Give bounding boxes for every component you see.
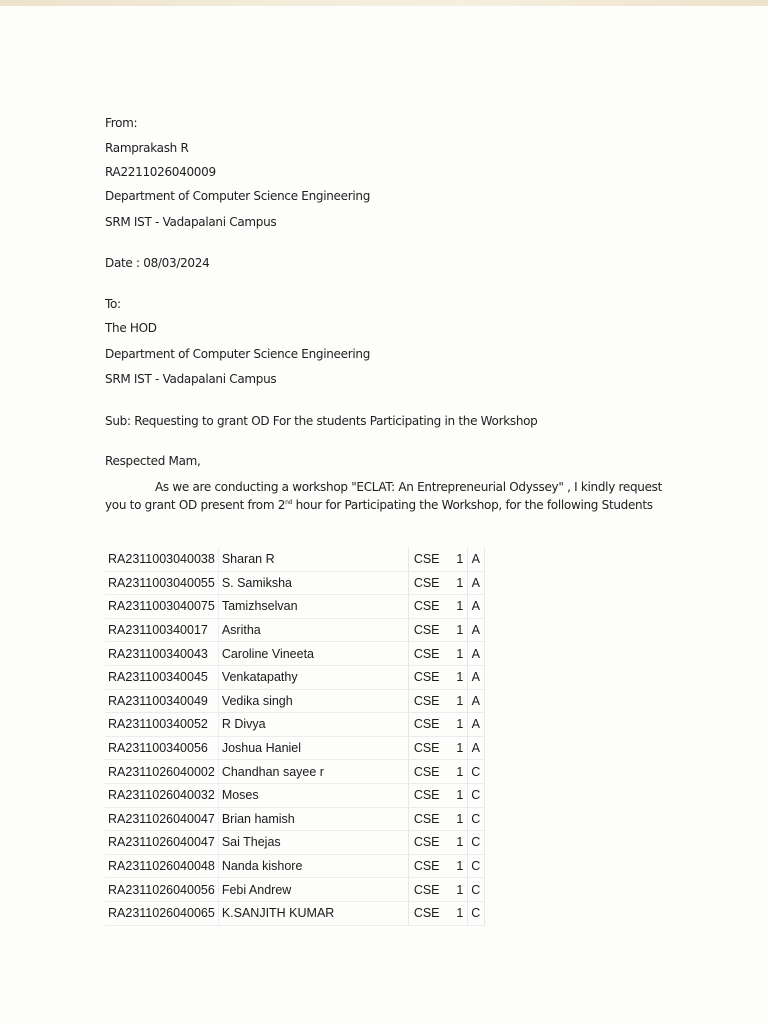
- students-table-body: [105, 548, 484, 925]
- student-dept: CSE: [408, 760, 453, 784]
- from-label: From:: [105, 116, 138, 130]
- student-year: 1: [453, 783, 468, 807]
- student-dept: CSE: [408, 736, 453, 760]
- student-year: 1: [453, 548, 468, 571]
- table-row: [105, 665, 484, 689]
- student-name: Tamizhselvan: [218, 595, 408, 619]
- student-section: A: [467, 548, 484, 571]
- student-reg-number: RA231100340052: [105, 713, 218, 737]
- student-year: 1: [453, 689, 468, 713]
- body-line-2: [105, 495, 665, 513]
- student-section: C: [467, 760, 484, 784]
- student-dept: CSE: [408, 618, 453, 642]
- letter-date: Date : 08/03/2024: [105, 256, 210, 270]
- student-reg-number: RA2311026040002: [105, 760, 218, 784]
- student-reg-number: RA2311026040047: [105, 807, 218, 831]
- student-reg-number: RA2311003040075: [105, 595, 218, 619]
- student-year: 1: [453, 807, 468, 831]
- student-dept: CSE: [408, 831, 453, 855]
- subject-line: Sub: Requesting to grant OD For the students Participating in the Workshop: [105, 414, 538, 428]
- student-reg-number: RA2311003040038: [105, 548, 218, 571]
- student-name: R Divya: [218, 713, 408, 737]
- student-section: A: [467, 571, 484, 595]
- student-year: 1: [453, 736, 468, 760]
- student-year: 1: [453, 665, 468, 689]
- body-line-2-start: you to grant OD present from 2: [105, 498, 286, 512]
- student-reg-number: RA2311026040032: [105, 783, 218, 807]
- student-reg-number: RA231100340045: [105, 665, 218, 689]
- table-row: [105, 618, 484, 642]
- student-dept: CSE: [408, 713, 453, 737]
- student-reg-number: RA2311003040055: [105, 571, 218, 595]
- student-section: A: [467, 642, 484, 666]
- table-row: [105, 854, 484, 878]
- student-section: C: [467, 854, 484, 878]
- student-reg-number: RA231100340017: [105, 618, 218, 642]
- students-table: [105, 548, 485, 926]
- student-reg-number: RA2311026040047: [105, 831, 218, 855]
- table-row: [105, 736, 484, 760]
- student-section: A: [467, 618, 484, 642]
- student-name: Moses: [218, 783, 408, 807]
- student-year: 1: [453, 618, 468, 642]
- student-name: Joshua Haniel: [218, 736, 408, 760]
- student-year: 1: [453, 854, 468, 878]
- student-dept: CSE: [408, 854, 453, 878]
- student-dept: CSE: [408, 689, 453, 713]
- student-dept: CSE: [408, 642, 453, 666]
- student-dept: CSE: [408, 595, 453, 619]
- student-reg-number: RA231100340049: [105, 689, 218, 713]
- student-name: Nanda kishore: [218, 854, 408, 878]
- student-year: 1: [453, 571, 468, 595]
- recipient-campus: SRM IST - Vadapalani Campus: [105, 372, 277, 386]
- student-reg-number: RA231100340043: [105, 642, 218, 666]
- student-section: C: [467, 901, 484, 925]
- student-dept: CSE: [408, 548, 453, 571]
- student-reg-number: RA2311026040065: [105, 901, 218, 925]
- table-row: [105, 760, 484, 784]
- student-name: S. Samiksha: [218, 571, 408, 595]
- student-section: A: [467, 689, 484, 713]
- salutation: Respected Mam,: [105, 454, 201, 468]
- table-row: [105, 878, 484, 902]
- student-name: Caroline Vineeta: [218, 642, 408, 666]
- student-name: Sharan R: [218, 548, 408, 571]
- sender-campus: SRM IST - Vadapalani Campus: [105, 215, 277, 229]
- table-row: [105, 689, 484, 713]
- student-year: 1: [453, 901, 468, 925]
- student-section: A: [467, 665, 484, 689]
- student-reg-number: RA231100340056: [105, 736, 218, 760]
- student-section: A: [467, 713, 484, 737]
- letter-body: [105, 479, 665, 513]
- table-row: [105, 783, 484, 807]
- student-year: 1: [453, 760, 468, 784]
- body-line-2-end: hour for Participating the Workshop, for the following Students: [292, 498, 653, 512]
- student-reg-number: RA2311026040056: [105, 878, 218, 902]
- student-dept: CSE: [408, 878, 453, 902]
- to-label: To:: [105, 297, 121, 311]
- student-name: Chandhan sayee r: [218, 760, 408, 784]
- student-name: Sai Thejas: [218, 831, 408, 855]
- student-dept: CSE: [408, 807, 453, 831]
- student-name: Venkatapathy: [218, 665, 408, 689]
- table-row: [105, 642, 484, 666]
- sender-department: Department of Computer Science Engineering: [105, 189, 371, 203]
- recipient-department: Department of Computer Science Engineering: [105, 347, 371, 361]
- student-year: 1: [453, 595, 468, 619]
- table-row: [105, 571, 484, 595]
- table-row: [105, 831, 484, 855]
- student-section: C: [467, 807, 484, 831]
- student-year: 1: [453, 831, 468, 855]
- student-section: C: [467, 878, 484, 902]
- sender-name: Ramprakash R: [105, 141, 189, 155]
- student-section: C: [467, 783, 484, 807]
- student-dept: CSE: [408, 901, 453, 925]
- ordinal-suffix: nd: [285, 499, 293, 506]
- table-row: [105, 548, 484, 571]
- student-year: 1: [453, 878, 468, 902]
- student-dept: CSE: [408, 665, 453, 689]
- student-name: K.SANJITH KUMAR: [218, 901, 408, 925]
- student-reg-number: RA2311026040048: [105, 854, 218, 878]
- student-year: 1: [453, 713, 468, 737]
- student-dept: CSE: [408, 571, 453, 595]
- student-dept: CSE: [408, 783, 453, 807]
- student-name: Vedika singh: [218, 689, 408, 713]
- table-row: [105, 595, 484, 619]
- student-section: C: [467, 831, 484, 855]
- student-section: A: [467, 736, 484, 760]
- student-name: Febi Andrew: [218, 878, 408, 902]
- table-row: [105, 901, 484, 925]
- table-row: [105, 713, 484, 737]
- recipient: The HOD: [105, 321, 157, 335]
- student-section: A: [467, 595, 484, 619]
- table-row: [105, 807, 484, 831]
- student-name: Asritha: [218, 618, 408, 642]
- student-year: 1: [453, 642, 468, 666]
- body-line-1: As we are conducting a workshop "ECLAT: An Entrepreneurial Odyssey" , I kindly request: [155, 480, 663, 494]
- student-name: Brian hamish: [218, 807, 408, 831]
- sender-reg-number: RA2211026040009: [105, 165, 216, 179]
